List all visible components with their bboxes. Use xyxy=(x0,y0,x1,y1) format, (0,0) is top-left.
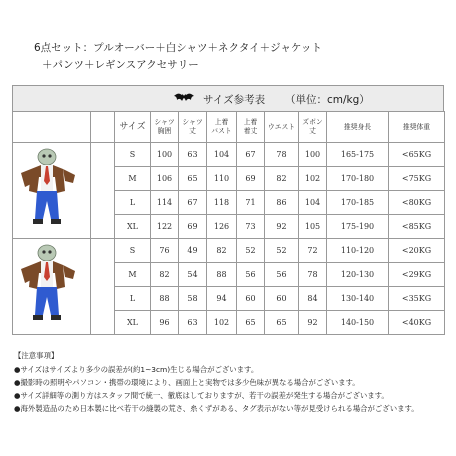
adult-costume-figure xyxy=(17,147,87,229)
shirt-chest-cell: 96 xyxy=(151,311,179,335)
jacket-length-cell: 71 xyxy=(237,191,265,215)
jacket-bust-cell: 126 xyxy=(207,215,237,239)
jacket-length-cell: 52 xyxy=(237,239,265,263)
pants-length-cell: 78 xyxy=(299,263,327,287)
pants-length-cell: 100 xyxy=(299,143,327,167)
pants-length-cell: 105 xyxy=(299,215,327,239)
note-item: ●サイズ詳細等の測り方はスタッフ間で統一、徹底はしておりますが、若干の誤差が発生する場合がございます。 xyxy=(14,391,389,400)
waist-cell: 92 xyxy=(265,215,299,239)
blank-cell xyxy=(91,239,115,335)
shirt-chest-cell: 122 xyxy=(151,215,179,239)
jacket-length-cell: 69 xyxy=(237,167,265,191)
table-row xyxy=(13,239,445,263)
weight-cell: <35KG xyxy=(389,287,445,311)
size-cell: L xyxy=(115,191,151,215)
pants-length-cell: 92 xyxy=(299,311,327,335)
product-title-line-1: 6点セット：プルオーバー＋白シャツ＋ネクタイ＋ジャケット xyxy=(34,42,322,54)
shirt-chest-cell: 82 xyxy=(151,263,179,287)
size-cell: S xyxy=(115,239,151,263)
note-item: ●サイズはサイズより多少の誤差が(約1~3cm)生じる場合がございます。 xyxy=(14,365,259,374)
size-cell: M xyxy=(115,263,151,287)
height-cell: 140-150 xyxy=(327,311,389,335)
height-cell: 165-175 xyxy=(327,143,389,167)
jacket-length-cell: 56 xyxy=(237,263,265,287)
jacket-bust-cell: 88 xyxy=(207,263,237,287)
height-cell: 170-185 xyxy=(327,191,389,215)
blank-header xyxy=(91,112,115,143)
blank-cell xyxy=(91,143,115,239)
jacket-bust-cell: 82 xyxy=(207,239,237,263)
jacket-length-cell: 65 xyxy=(237,311,265,335)
size-cell: XL xyxy=(115,311,151,335)
size-table-title: サイズ参考表 xyxy=(203,94,266,106)
weight-cell: <20KG xyxy=(389,239,445,263)
waist-cell: 60 xyxy=(265,287,299,311)
weight-cell: <80KG xyxy=(389,191,445,215)
size-table-header xyxy=(12,85,444,111)
height-cell: 170-180 xyxy=(327,167,389,191)
shirt-chest-cell: 114 xyxy=(151,191,179,215)
shirt-chest-cell: 88 xyxy=(151,287,179,311)
shirt-length-cell: 67 xyxy=(179,191,207,215)
size-cell: M xyxy=(115,167,151,191)
waist-cell: 82 xyxy=(265,167,299,191)
weight-cell: <40KG xyxy=(389,311,445,335)
bat-icon xyxy=(173,92,195,106)
note-item: ●海外製造品のため日本製に比べ若干の縫製の荒さ、糸くずがある、タグ表示がない等が見受けられる場合がございます。 xyxy=(14,404,419,413)
weight-cell: <85KG xyxy=(389,215,445,239)
note-item: ●撮影時の照明やパソコン・携帯の環境により、画面上と実物では多少色味が異なる場合がございます。 xyxy=(14,378,360,387)
jacket-bust-cell: 104 xyxy=(207,143,237,167)
notes-heading: 【注意事項】 xyxy=(14,351,59,360)
waist-cell: 86 xyxy=(265,191,299,215)
jacket-bust-cell: 94 xyxy=(207,287,237,311)
header-jacket-bust: 上着 バスト xyxy=(207,112,237,143)
jacket-length-cell: 60 xyxy=(237,287,265,311)
header-weight: 推奨体重 xyxy=(389,112,445,143)
adult-costume-figure-cell xyxy=(13,143,91,239)
weight-cell: <75KG xyxy=(389,167,445,191)
size-table-unit: （単位：cm/kg） xyxy=(285,94,370,106)
shirt-length-cell: 65 xyxy=(179,167,207,191)
jacket-length-cell: 73 xyxy=(237,215,265,239)
height-cell: 130-140 xyxy=(327,287,389,311)
weight-cell: <65KG xyxy=(389,143,445,167)
size-cell: L xyxy=(115,287,151,311)
height-cell: 110-120 xyxy=(327,239,389,263)
size-cell: XL xyxy=(115,215,151,239)
jacket-bust-cell: 110 xyxy=(207,167,237,191)
shirt-length-cell: 63 xyxy=(179,143,207,167)
product-title-line-2: ＋パンツ＋レギンスアクセサリー xyxy=(42,59,199,71)
height-cell: 175-190 xyxy=(327,215,389,239)
jacket-bust-cell: 118 xyxy=(207,191,237,215)
shirt-chest-cell: 100 xyxy=(151,143,179,167)
header-jacket-length: 上着 着丈 xyxy=(237,112,265,143)
header-pants-length: ズボン丈 xyxy=(299,112,327,143)
waist-cell: 78 xyxy=(265,143,299,167)
shirt-length-cell: 63 xyxy=(179,311,207,335)
jacket-bust-cell: 102 xyxy=(207,311,237,335)
size-cell: S xyxy=(115,143,151,167)
blank-header xyxy=(13,112,91,143)
table-row xyxy=(13,143,445,167)
shirt-length-cell: 49 xyxy=(179,239,207,263)
header-shirt-chest: シャツ 胸囲 xyxy=(151,112,179,143)
shirt-length-cell: 69 xyxy=(179,215,207,239)
notes-section xyxy=(14,349,450,415)
pants-length-cell: 72 xyxy=(299,239,327,263)
pants-length-cell: 102 xyxy=(299,167,327,191)
weight-cell: <29KG xyxy=(389,263,445,287)
shirt-length-cell: 54 xyxy=(179,263,207,287)
table-header-row xyxy=(13,112,445,143)
jacket-length-cell: 67 xyxy=(237,143,265,167)
height-cell: 120-130 xyxy=(327,263,389,287)
header-shirt-length: シャツ丈 xyxy=(179,112,207,143)
shirt-chest-cell: 106 xyxy=(151,167,179,191)
shirt-chest-cell: 76 xyxy=(151,239,179,263)
header-size: サイズ xyxy=(115,112,151,143)
waist-cell: 65 xyxy=(265,311,299,335)
header-height: 推奨身長 xyxy=(327,112,389,143)
size-table xyxy=(12,111,445,335)
header-waist: ウエスト xyxy=(265,112,299,143)
waist-cell: 56 xyxy=(265,263,299,287)
pants-length-cell: 84 xyxy=(299,287,327,311)
kid-costume-figure-cell xyxy=(13,239,91,335)
shirt-length-cell: 58 xyxy=(179,287,207,311)
kid-costume-figure xyxy=(17,243,87,325)
pants-length-cell: 104 xyxy=(299,191,327,215)
waist-cell: 52 xyxy=(265,239,299,263)
